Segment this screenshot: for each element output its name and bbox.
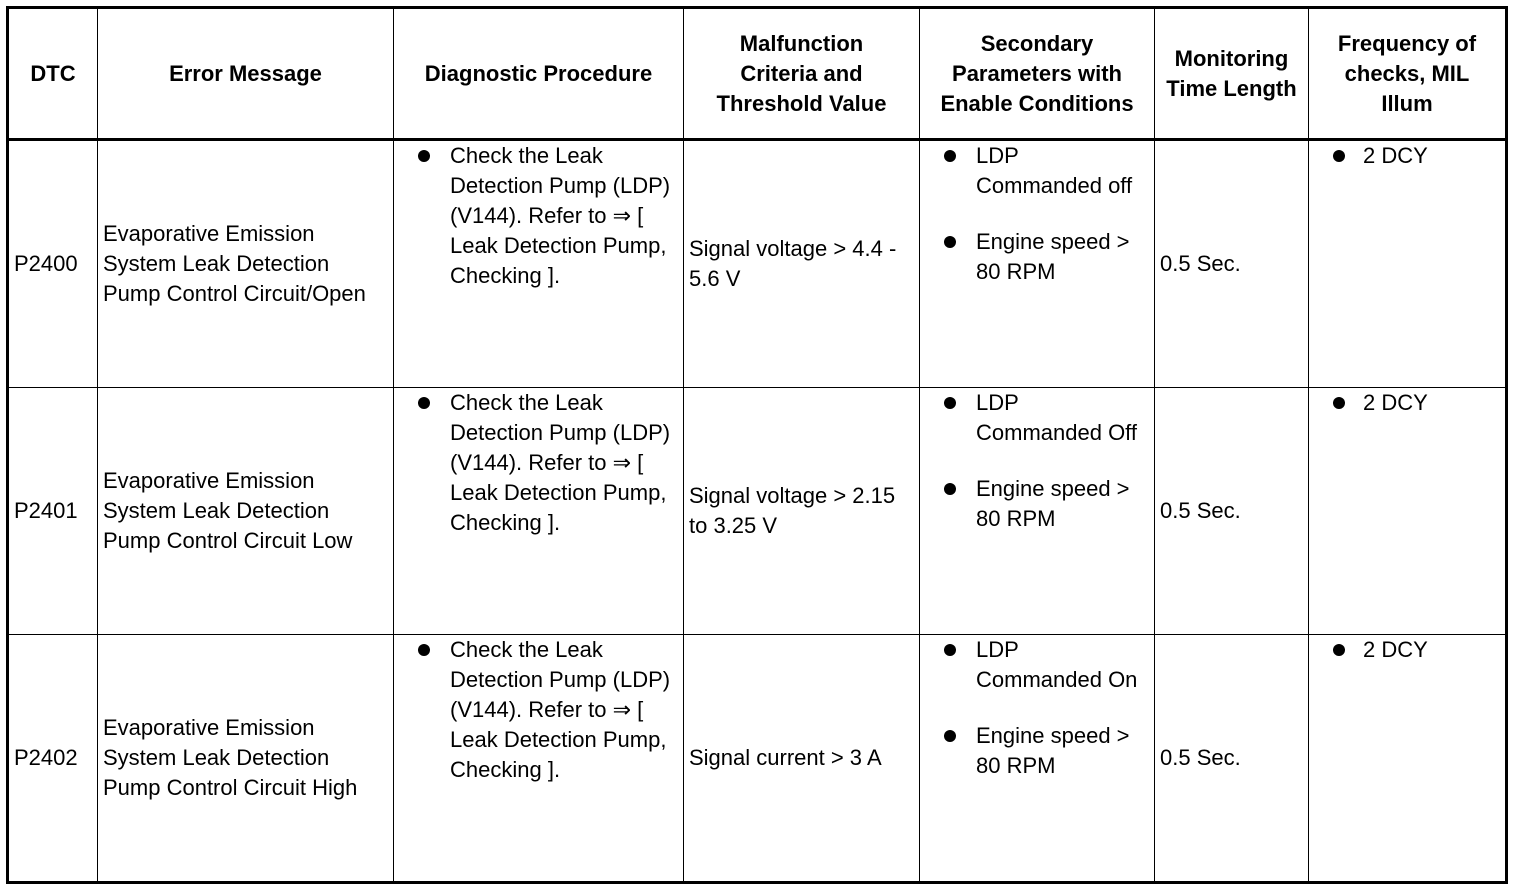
frequency [1309,388,1507,635]
diagnostic-procedure [394,635,684,883]
header-frequency: Frequency of checks, MIL Illum [1309,8,1507,140]
header-monitoring-time: Monitoring Time Length [1155,8,1309,140]
malfunction-criteria: Signal voltage > 2.15 to 3.25 V [684,388,920,635]
procedure-list [399,141,678,291]
header-dtc: DTC [8,8,98,140]
malfunction-criteria: Signal current > 3 A [684,635,920,883]
diagnostic-procedure [394,388,684,635]
bullet-icon [944,150,956,162]
monitoring-time: 0.5 Sec. [1155,635,1309,883]
procedure-item [399,388,678,538]
dtc-code: P2402 [8,635,98,883]
secondary-parameters [920,635,1155,883]
frequency-list [1314,141,1500,171]
procedure-text: Check the Leak Detection Pump (LDP) (V144). Refer to ⇒ [ Leak Detection Pump, Checking ]. [450,143,671,288]
dtc-code: P2400 [8,140,98,388]
procedure-list [399,635,678,785]
secondary-text: Engine speed > 80 RPM [976,723,1130,778]
procedure-text: Check the Leak Detection Pump (LDP) (V144). Refer to ⇒ [ Leak Detection Pump, Checking ]. [450,390,671,535]
procedure-item [399,635,678,785]
frequency-list [1314,635,1500,665]
error-message: Evaporative Emission System Leak Detection Pump Control Circuit High [98,635,394,883]
header-diagnostic-procedure: Diagnostic Procedure [394,8,684,140]
header-error-message: Error Message [98,8,394,140]
secondary-item [925,227,1149,287]
frequency [1309,635,1507,883]
monitoring-time: 0.5 Sec. [1155,388,1309,635]
secondary-item [925,721,1149,781]
secondary-text: LDP Commanded Off [976,390,1138,445]
secondary-item [925,635,1149,695]
frequency-text: 2 DCY [1363,143,1428,168]
table-row [8,635,1507,883]
secondary-text: Engine speed > 80 RPM [976,229,1130,284]
error-message: Evaporative Emission System Leak Detection Pump Control Circuit/Open [98,140,394,388]
header-malfunction-criteria: Malfunction Criteria and Threshold Value [684,8,920,140]
frequency-list [1314,388,1500,418]
secondary-text: LDP Commanded off [976,143,1133,198]
header-secondary-parameters: Secondary Parameters with Enable Conditions [920,8,1155,140]
table-body [8,140,1507,883]
bullet-icon [418,644,430,656]
bullet-icon [1333,397,1345,409]
bullet-icon [944,236,956,248]
dtc-code: P2401 [8,388,98,635]
frequency [1309,140,1507,388]
bullet-icon [944,483,956,495]
secondary-item [925,474,1149,534]
secondary-item [925,388,1149,448]
secondary-list [925,141,1149,287]
frequency-item [1314,141,1500,171]
secondary-parameters [920,388,1155,635]
procedure-text: Check the Leak Detection Pump (LDP) (V144). Refer to ⇒ [ Leak Detection Pump, Checking ]. [450,637,671,782]
frequency-text: 2 DCY [1363,637,1428,662]
dtc-table [6,6,1508,884]
procedure-item [399,141,678,291]
malfunction-criteria: Signal voltage > 4.4 - 5.6 V [684,140,920,388]
table-header [8,8,1507,140]
secondary-list [925,635,1149,781]
bullet-icon [418,397,430,409]
secondary-text: LDP Commanded On [976,637,1138,692]
secondary-list [925,388,1149,534]
bullet-icon [418,150,430,162]
bullet-icon [1333,150,1345,162]
secondary-parameters [920,140,1155,388]
secondary-item [925,141,1149,201]
bullet-icon [944,644,956,656]
monitoring-time: 0.5 Sec. [1155,140,1309,388]
diagnostic-procedure [394,140,684,388]
error-message: Evaporative Emission System Leak Detection Pump Control Circuit Low [98,388,394,635]
bullet-icon [944,397,956,409]
table-row [8,140,1507,388]
table-row [8,388,1507,635]
frequency-item [1314,388,1500,418]
header-row [8,8,1507,140]
secondary-text: Engine speed > 80 RPM [976,476,1130,531]
bullet-icon [944,730,956,742]
frequency-text: 2 DCY [1363,390,1428,415]
frequency-item [1314,635,1500,665]
procedure-list [399,388,678,538]
bullet-icon [1333,644,1345,656]
